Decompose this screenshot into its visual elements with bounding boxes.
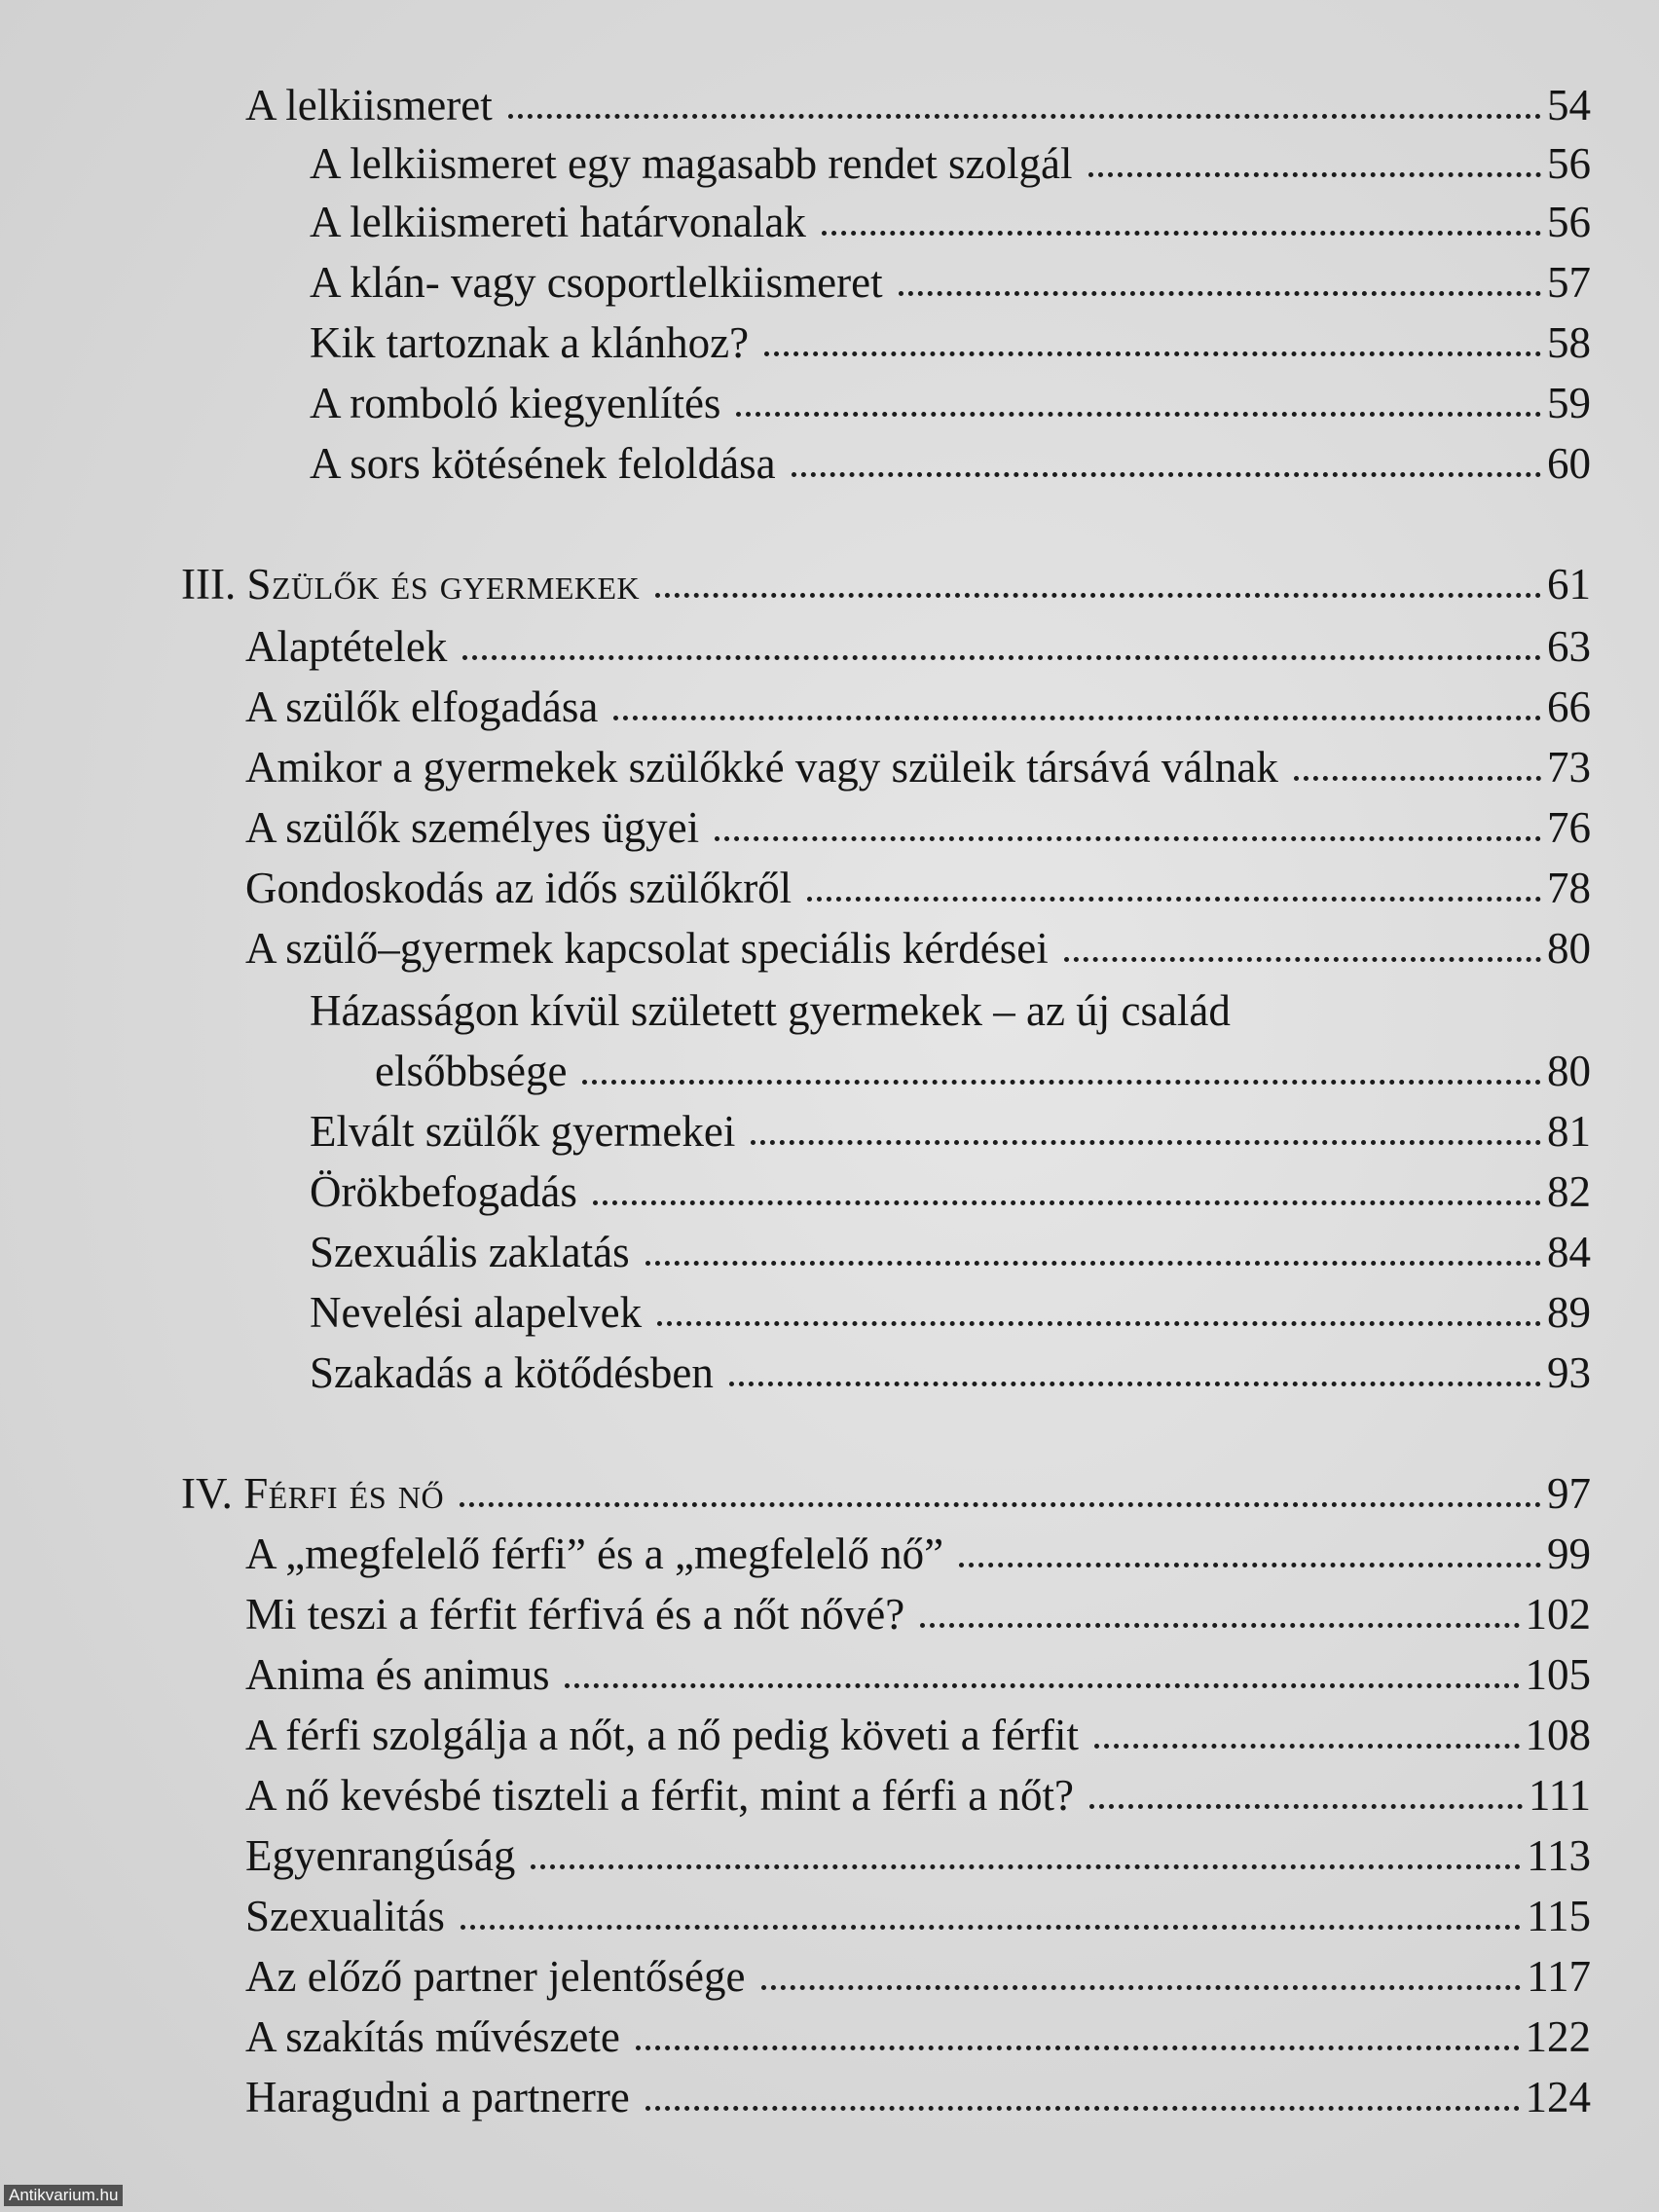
chapter-numeral: III. [181,560,237,608]
entry-page: 76 [1547,803,1591,852]
dot-leader [462,655,1541,660]
toc-entry [245,800,1591,855]
entry-title: Elvált szülők gyermekei [310,1107,736,1156]
entry-title: Szexuális zaklatás [310,1228,630,1276]
entry-title: A romboló kiegyenlítés [310,379,721,427]
entry-title: A sors kötésének feloldása [310,439,776,488]
dot-leader [657,1321,1541,1326]
chapter-heading [181,1466,1591,1521]
toc-entry [245,1768,1591,1823]
dot-leader [1064,957,1541,962]
entry-page: 59 [1547,379,1591,427]
entry-page: 56 [1547,198,1591,246]
dot-leader [764,351,1541,356]
dot-leader [645,1261,1541,1266]
entry-title: Amikor a gyermekek szülőkké vagy szüleik társává válnak [245,743,1278,792]
chapter-label [181,557,640,611]
dot-leader [508,114,1541,119]
entry-title: A szülő–gyermek kapcsolat speciális kérdései [245,924,1049,973]
dot-leader [565,1683,1519,1688]
toc-entry [375,1044,1591,1098]
toc-entry [245,78,1591,132]
entry-title: A szakítás művészete [245,2012,620,2061]
entry-page: 89 [1547,1288,1591,1337]
entry-page: 58 [1547,318,1591,367]
toc-entry [310,315,1591,370]
entry-title: A nő kevésbé tiszteli a férfit, mint a férfi a nőt? [245,1771,1074,1820]
dot-leader [1089,1804,1523,1809]
entry-title: A lelkiismereti határvonalak [310,198,806,246]
dot-leader [582,1080,1541,1085]
entry-title: Szakadás a kötődésben [310,1348,714,1397]
entry-page: 117 [1527,1952,1591,2001]
dot-leader [655,593,1541,598]
entry-title: A klán- vagy csoportlelkiismeret [310,258,883,307]
entry-page: 56 [1547,139,1591,188]
entry-title: A szülők személyes ügyei [245,803,700,852]
entry-page: 73 [1547,743,1591,792]
entry-title: Nevelési alapelvek [310,1288,643,1337]
dot-leader [593,1200,1541,1205]
entry-title: Mi teszi a férfit férfivá és a nőt nővé? [245,1590,905,1639]
dot-leader [645,2106,1520,2111]
dot-leader [792,472,1541,477]
dot-leader [736,412,1541,417]
toc-entry [310,1164,1591,1219]
entry-page: 124 [1525,2073,1591,2121]
entry-page: 122 [1525,2012,1591,2061]
entry-page: 81 [1547,1107,1591,1156]
toc-entry [245,1889,1591,1943]
entry-page: 84 [1547,1228,1591,1276]
entry-page: 105 [1525,1650,1591,1699]
dot-leader [613,716,1541,720]
chapter-numeral: IV. [181,1469,233,1518]
toc-entry [245,619,1591,674]
dot-leader [636,2046,1520,2050]
entry-page: 63 [1547,622,1591,671]
entry-title: Az előző partner jelentősége [245,1952,746,2001]
dot-leader [822,231,1541,236]
entry-title: A szülők elfogadása [245,682,599,731]
entry-page: 111 [1528,1771,1591,1820]
entry-title: Gondoskodás az idős szülőkről [245,864,793,912]
dot-leader [461,1925,1521,1930]
toc-entry [245,2009,1591,2064]
toc-entry [245,1949,1591,2004]
entry-title: A lelkiismeret egy magasabb rendet szolgál [310,139,1073,188]
dot-leader [920,1623,1519,1628]
toc-entry [310,136,1591,191]
toc-entry [245,1828,1591,1883]
entry-title: Szexualitás [245,1892,445,1940]
toc-entry [245,1587,1591,1641]
dot-leader [761,1985,1522,1990]
entry-page: 93 [1547,1348,1591,1397]
toc-entry [310,376,1591,430]
entry-page: 99 [1547,1530,1591,1578]
entry-title: Örökbefogadás [310,1167,577,1216]
chapter-label [181,1466,444,1521]
toc-entry [310,1225,1591,1279]
entry-page: 113 [1527,1831,1591,1880]
entry-title: A „megfelelő férfi” és a „megfelelő nő” [245,1530,944,1578]
entry-page: 115 [1527,1892,1591,1940]
toc-entry [245,1708,1591,1762]
dot-leader [959,1563,1541,1567]
entry-page: 54 [1547,81,1591,129]
toc-entry [245,740,1591,794]
dot-leader [899,291,1541,296]
entry-page: 80 [1547,1047,1591,1095]
entry-page: 66 [1547,682,1591,731]
entry-title: Kik tartoznak a klánhoz? [310,318,750,367]
toc-entry [245,921,1591,976]
entry-page: 60 [1547,439,1591,488]
dot-leader [807,897,1541,902]
toc-entry [310,1104,1591,1159]
toc-entry [310,255,1591,310]
dot-leader [460,1502,1541,1507]
entry-page: 78 [1547,864,1591,912]
dot-leader [715,836,1541,841]
chapter-title: Szülők és gyermekek [246,560,641,608]
dot-leader [751,1140,1541,1145]
entry-page: 80 [1547,924,1591,973]
toc-entry [245,680,1591,734]
entry-title: elsőbbsége [375,1047,568,1095]
toc-entry [310,195,1591,249]
chapter-title: Férfi és nő [243,1469,445,1518]
entry-title: Anima és animus [245,1650,550,1699]
entry-title: Alaptételek [245,622,448,671]
entry-page: 61 [1547,560,1591,608]
toc-entry [310,1346,1591,1400]
toc-entry [245,1527,1591,1581]
toc-entry [245,2070,1591,2124]
toc-entry [310,436,1591,491]
entry-page: 97 [1547,1469,1591,1518]
dot-leader [1094,1744,1520,1749]
dot-leader [1088,172,1541,177]
entry-page: 82 [1547,1167,1591,1216]
dot-leader [531,1864,1521,1869]
entry-page: 102 [1525,1590,1591,1639]
entry-page: 57 [1547,258,1591,307]
dot-leader [729,1382,1541,1386]
dot-leader [1294,776,1541,781]
toc-entry [245,1647,1591,1702]
entry-title: Egyenrangúság [245,1831,516,1880]
entry-title: A férfi szolgálja a nőt, a nő pedig követi a férfit [245,1711,1079,1759]
chapter-heading [181,557,1591,611]
toc-entry [245,861,1591,915]
toc-entry [310,1285,1591,1340]
entry-title: Haragudni a partnerre [245,2073,630,2121]
entry-page: 108 [1525,1711,1591,1759]
entry-title: A lelkiismeret [245,81,493,129]
toc-entry-wrapped-line: Házasságon kívül született gyermekek – az új család [310,986,1231,1035]
watermark-label: Antikvarium.hu [4,2185,123,2206]
